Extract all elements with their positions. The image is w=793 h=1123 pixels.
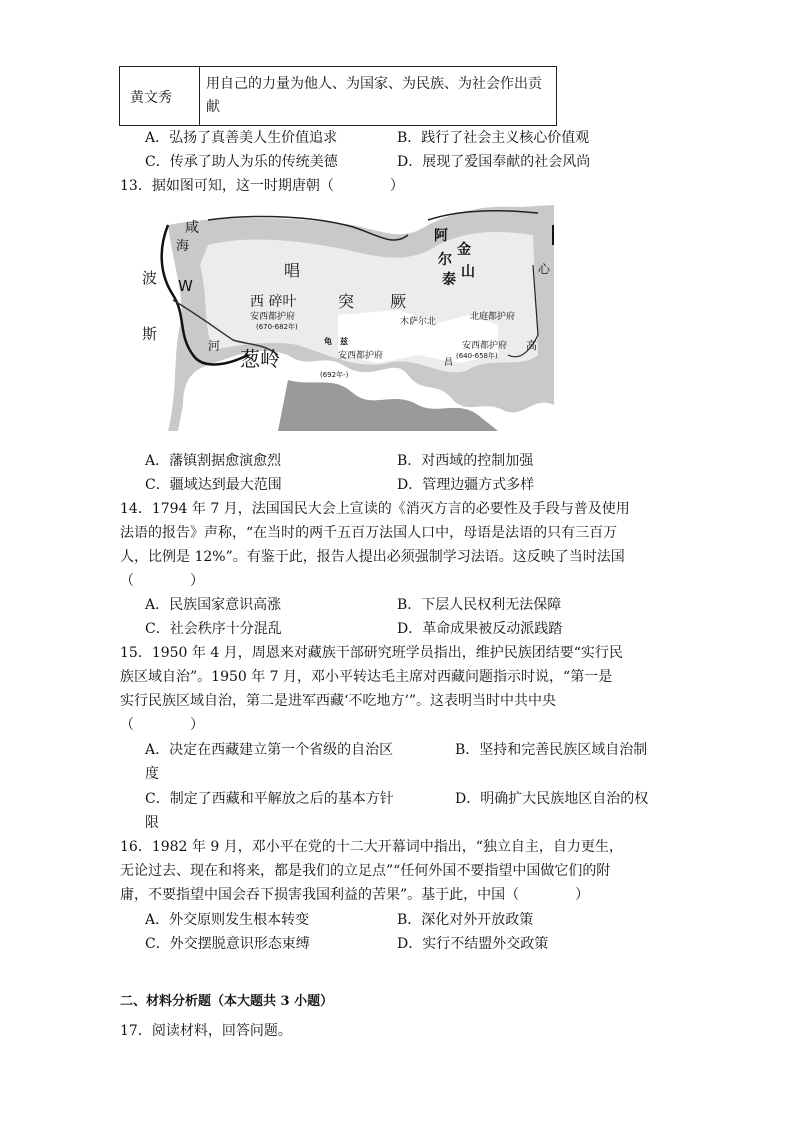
q16-option-b: B．深化对外开放政策	[397, 912, 534, 928]
map-label-xian: 咸	[185, 220, 199, 236]
q13-option-a: A．藩镇割据愈演愈烈	[145, 453, 282, 469]
q16-option-a: A．外交原则发生根本转变	[145, 912, 310, 928]
tang-western-regions-map	[138, 205, 554, 431]
q16-line-2: 无论过去、现在和将来，都是我们的立足点”“任何外国不要指望中国做它们的附	[120, 863, 611, 879]
map-label-anxi1: 安西都护府	[250, 312, 296, 322]
map-label-si: 斯	[142, 325, 158, 343]
map-label-tu: 突	[338, 292, 355, 311]
map-label-qiuci: 龟 兹	[324, 337, 348, 346]
q15-option-c: C．制定了西藏和平解放之后的基本方针	[145, 791, 394, 807]
q15-line-4: （ ）	[120, 717, 204, 733]
map-label-suiye: 西 碎叶	[250, 294, 297, 310]
table-desc-cell: 用自己的力量为他人、为国家、为民族、为社会作出贡献	[206, 76, 542, 115]
map-label-shan: 山	[461, 264, 475, 280]
q12-option-c: C．传承了助人为乐的传统美德	[145, 154, 338, 170]
q14-option-c: C．社会秩序十分混乱	[145, 621, 282, 637]
q13-option-d: D．管理边疆方式多样	[397, 477, 535, 493]
q14-line-1: 14．1794 年 7 月，法国国民大会上宣读的《消灭方言的必要性及手段与普及使用	[120, 501, 630, 517]
q16-line-3: 庸，不要指望中国会吞下损害我国利益的苦果”。基于此，中国（ ）	[120, 887, 590, 903]
q12-option-b: B．践行了社会主义核心价值观	[397, 130, 590, 146]
q14-line-4: （ ）	[120, 573, 204, 589]
map-label-beiting: 北庭都护府	[470, 312, 516, 322]
map-label-anxi3: 安西都护府	[462, 341, 508, 351]
map-label-anxi3-date: (640-658年)	[456, 352, 498, 360]
table-name: 黄文秀	[130, 90, 172, 106]
map-label-gao: 高	[526, 339, 537, 352]
map-label-mulu: 木萨尔北	[400, 317, 437, 327]
map-label-anxi1-date: (670-682年)	[256, 323, 298, 331]
q12-option-a: A．弘扬了真善美人生价值追求	[145, 130, 338, 146]
info-table	[119, 66, 557, 126]
q17-stem: 17．阅读材料，回答问题。	[120, 1023, 292, 1039]
map-label-anxi2: 安西都护府	[338, 351, 384, 361]
q16-option-d: D．实行不结盟外交政策	[397, 936, 549, 952]
q14-option-d: D．革命成果被反动派践踏	[397, 621, 563, 637]
section-title: 二、材料分析题（本大题共 3 小题）	[120, 994, 334, 1009]
map-label-congling: 葱岭	[240, 347, 280, 371]
q15-line-2: 族区域自治”。1950 年 7 月，邓小平转达毛主席对西藏问题指示时说，“第一是	[120, 669, 613, 685]
map-label-w: W	[178, 277, 193, 295]
map-label-anxi2-date: (692年-)	[320, 371, 349, 379]
q15-line-3: 实行民族区域自治，第二是进军西藏‘不吃地方’”。这表明当时中共中央	[120, 693, 557, 709]
map-label-tai: 泰	[442, 272, 456, 288]
map-label-jue: 厥	[390, 292, 407, 311]
map-label-jin: 金	[457, 242, 471, 258]
q15-option-d-cont: 限	[145, 815, 159, 831]
q13-option-b: B．对西域的控制加强	[397, 453, 534, 469]
map-label-bo: 波	[142, 269, 158, 287]
q16-line-1: 16．1982 年 9 月，邓小平在党的十二大开幕词中指出，“独立自主，自力更生，	[120, 839, 623, 855]
map-label-chang2: 昌	[444, 358, 454, 368]
q15-option-b: B．坚持和完善民族区域自治制	[455, 742, 648, 758]
q12-option-d: D．展现了爱国奉献的社会风尚	[397, 154, 591, 170]
q13-stem: 13．据如图可知，这一时期唐朝（ ）	[120, 178, 404, 194]
table-name-cell	[120, 67, 200, 125]
q15-option-b-cont: 度	[145, 766, 159, 782]
q13-option-c: C．疆域达到最大范围	[145, 477, 282, 493]
q14-line-2: 法语的报告》声称，“在当时的两千五百万法国人口中，母语是法语的只有三百万	[120, 525, 618, 541]
map-label-er: 尔	[438, 252, 452, 268]
map-label-hai: 海	[176, 239, 190, 254]
q15-line-1: 15．1950 年 4 月，周恩来对藏族干部研究班学员指出，维护民族团结要“实行民	[120, 645, 623, 661]
map-label-a: 阿	[434, 228, 448, 244]
q14-option-b: B．下层人民权利无法保障	[397, 597, 562, 613]
q16-option-c: C．外交摆脱意识形态束缚	[145, 936, 310, 952]
q14-line-3: 人，比例是 12%”。有鉴于此，报告人提出必须强制学习法语。这反映了当时法国	[120, 549, 625, 565]
map-label-chang: 唱	[284, 261, 301, 280]
q15-option-a: A．决定在西藏建立第一个省级的自治区	[145, 742, 394, 758]
q15-option-d: D．明确扩大民族地区自治的权	[455, 791, 649, 807]
map-label-he: 河	[208, 339, 221, 353]
q14-option-a: A．民族国家意识高涨	[145, 597, 282, 613]
map-label-xin: 心	[538, 262, 551, 276]
